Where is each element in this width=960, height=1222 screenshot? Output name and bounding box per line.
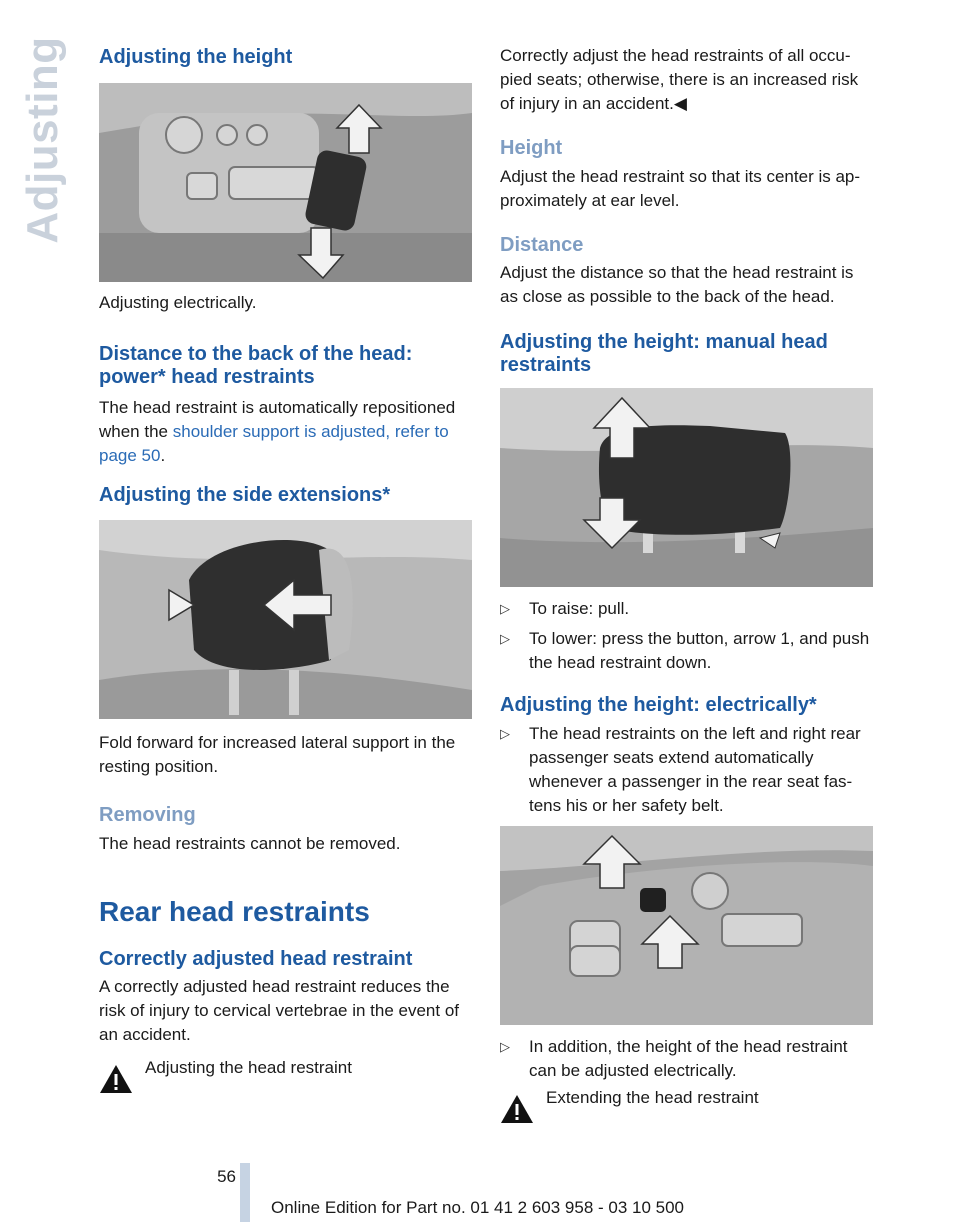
heading-adjusting-height: Adjusting the height xyxy=(99,46,293,68)
footer-edition: Online Edition for Part no. 01 41 2 603 958 - 03 10 500 xyxy=(271,1198,685,1217)
footer-divider xyxy=(240,1163,250,1222)
paragraph-distance-pre: The head restraint is automatically repositioned when the xyxy=(99,398,456,441)
side-tab-label: Adjusting xyxy=(18,36,67,244)
list-item xyxy=(500,722,874,818)
heading-height: Height xyxy=(500,137,563,159)
page-number: 56 xyxy=(217,1167,236,1186)
paragraph-correctly-adjusted: A correctly adjusted head restraint reduces the risk of injury to cervical vertebrae in the event of an accident. xyxy=(99,977,459,1044)
heading-electric: Adjusting the height: electrically* xyxy=(500,694,817,716)
manual-bullet-list xyxy=(500,597,874,675)
warning-box-right xyxy=(500,1086,874,1124)
addition-bullet-list xyxy=(500,1035,874,1083)
paragraph-height: Adjust the head restraint so that its center is ap-proximately at ear level. xyxy=(500,167,861,210)
paragraph-removing: The head restraints cannot be removed. xyxy=(99,834,401,853)
shoulder-support-link[interactable]: shoulder support is adjusted, refer to page 50 xyxy=(99,422,449,465)
list-item xyxy=(500,1035,874,1083)
bullet-triangle-icon: ▷ xyxy=(500,1039,510,1054)
bullet-triangle-icon: ▷ xyxy=(500,601,510,616)
bullet-triangle-icon: ▷ xyxy=(500,631,510,646)
electric-controls-photo xyxy=(500,826,873,1025)
list-item-text: In addition, the height of the head restraint can be adjusted electrically. xyxy=(529,1037,848,1080)
heading-rear-head-restraints: Rear head restraints xyxy=(99,896,370,927)
heading-manual: Adjusting the height: manual head restraints xyxy=(500,331,828,376)
warning-text-left: Adjusting the head restraint xyxy=(145,1058,352,1077)
paragraph-distance-post: . xyxy=(160,446,166,465)
paragraph-fold: Fold forward for increased lateral support in the resting position. xyxy=(99,733,456,776)
side-extensions-photo xyxy=(99,520,472,719)
list-item-text: The head restraints on the left and right rear passenger seats extend automatically whenever a passenger in the rear seat fas-tens his or her safety belt. xyxy=(529,724,861,815)
paragraph-distance xyxy=(99,396,473,468)
heading-correctly-adjusted: Correctly adjusted head restraint xyxy=(99,948,413,970)
seat-controls-photo xyxy=(99,83,472,282)
list-item-text: To lower: press the button, arrow 1, and push the head restraint down. xyxy=(529,629,870,672)
warning-triangle-icon xyxy=(500,1094,534,1124)
heading-removing: Removing xyxy=(99,804,196,826)
warning-box-left xyxy=(99,1056,473,1094)
caption-electric: Adjusting electrically. xyxy=(99,293,257,312)
heading-distance-right: Distance xyxy=(500,234,584,256)
electric-bullet-list xyxy=(500,722,874,818)
paragraph-occupied-seats: Correctly adjust the head restraints of all occu-pied seats; otherwise, there is an increased risk of injury in an accident.◀ xyxy=(500,46,859,113)
paragraph-distance-right: Adjust the distance so that the head restraint is as close as possible to the back of the head. xyxy=(500,263,854,306)
list-item-text: To raise: pull. xyxy=(529,599,630,618)
side-tab xyxy=(18,36,68,244)
warning-text-right: Extending the head restraint xyxy=(546,1088,759,1107)
heading-distance: Distance to the back of the head: power* head restraints xyxy=(99,343,413,388)
heading-side-extensions: Adjusting the side extensions* xyxy=(99,484,391,506)
warning-triangle-icon xyxy=(99,1064,133,1094)
list-item xyxy=(500,627,874,675)
bullet-triangle-icon: ▷ xyxy=(500,726,510,741)
list-item xyxy=(500,597,874,621)
manual-restraint-photo xyxy=(500,388,873,587)
